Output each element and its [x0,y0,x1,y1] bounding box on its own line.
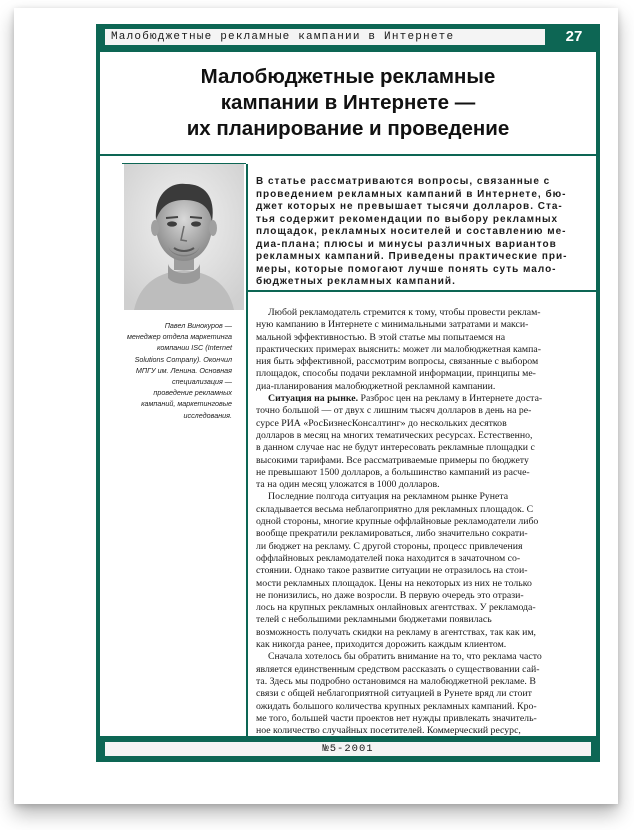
body-line: в данном случае нас не будут интересовать рекламные площадки с [256,442,535,454]
body-line: ную кампанию в Интернете с минимальными затратами и макси- [256,319,529,331]
lead-line: В статье рассматриваются вопросы, связанные с [256,176,551,187]
body-line: оффлайновых рекламодателей пока находится в зачаточном со- [256,552,521,564]
lead-line: диа-плана; плюсы и минусы различных вариантов [256,238,557,250]
header-bar [96,24,600,50]
title-line: кампании в Интернете — [220,91,476,114]
body-line-rest: Разброс цен на рекламу в Интернете доста- [358,393,543,405]
body-line: высокими тарифами. Все рассматриваемые примеры по бюджету [256,454,529,466]
title-top-rule [96,50,600,52]
body-line: Сначала хотелось бы обратить внимание на то, что реклама часто [268,651,542,663]
lead-line: рекламных кампаний. Приведены практические при- [256,251,568,262]
body-line: практических примерах выяснить: может ли малобюджетная кампа- [256,343,541,355]
left-frame-bar [96,24,100,762]
body-line: вообще прекратили рекламироваться, либо значительно сократи- [256,528,528,540]
lead-line: бюджетных рекламных кампаний. [256,276,456,287]
body-line: ли бюджет на рекламу. С другой стороны, процесс привлечения [256,540,523,552]
author-caption [118,320,232,421]
issue-number: №5-2001 [104,741,592,757]
body-line: диа-планирования малобюджетной рекламной кампании. [256,380,496,392]
lead-bottom-rule [246,290,600,292]
article-body [256,307,584,737]
body-line: ожидать большого количества крупных рекламных кампаний. Кро- [256,700,537,712]
page-number: 27 [565,28,583,45]
body-line: ния быть эффективной, рассмотрим вопросы, связанные с выбором [256,356,539,368]
body-line: Последние полгода ситуация на рекламном рынке Рунета [268,491,509,503]
body-line: лось на крупных рекламных онлайновых агентствах. У рекламода- [256,602,536,614]
body-line: телей с небольшими рекламными бюджетами появилась [256,614,492,626]
body-line: сурсе РИА «РосБизнесКонсалтинг» до нескольких десятков [256,417,507,429]
author-portrait-image [124,164,244,310]
body-line: та на один месяц уложатся в 1000 долларов. [256,479,440,491]
caption-line: проведение рекламных [153,388,232,398]
body-line: является единственным средством рассказать о существовании сай- [256,663,540,675]
body-line: возможность получать скидки на рекламу в агентствах, так как им, [256,626,536,638]
body-line: стоянии. Однако такое развитие ситуации не отразилось на стои- [256,565,528,577]
body-line: ное количество случайных посетителей. Коммерческий ресурс, [256,725,521,737]
caption-line: Павел Винокуров — [164,321,232,330]
body-line: не превышают 1500 долларов, а большинство кампаний из расче- [256,466,530,478]
caption-line: специализация — [171,377,232,387]
body-line: складывается весьма неблагоприятно для рекламных площадок. С [256,503,534,515]
article-title [106,64,590,142]
body-line: та. Здесь мы подробно остановимся на малобюджетной рекламе. В [256,675,536,687]
body-line: точно большой — от двух с лишним тысяч долларов в день на ре- [256,405,532,417]
column-divider [246,288,248,736]
caption-line: исследования. [183,410,232,420]
lead-line: меры, которые помогают лучше понять суть мало- [256,263,557,275]
lead-line: джет которых не превышает тысячи долларов. Ста- [256,201,563,212]
caption-line: МПГУ им. Ленина. Основная [135,365,232,375]
body-line: площадок, способы подачи рекламной информации, принципы ме- [256,368,536,380]
running-title: Малобюджетные рекламные кампании в Интернете [104,28,546,46]
body-line: ме того, большей части проектов нет нужды привлекать значитель- [256,712,537,724]
body-line: мальной эффективностью. В этой статье мы попытаемся на [256,331,506,343]
lead-line: тья содержит рекомендации по выбору рекламных [256,213,559,225]
body-line: Любой рекламодатель стремится к тому, чтобы провести реклам- [268,307,541,318]
lead-line: проведением рекламных кампаний в Интернете, бю- [256,188,567,200]
body-line: связи с общей неблагоприятной ситуацией в Рунете вряд ли стоит [256,688,532,700]
footer-bar [96,736,600,762]
body-line: как никогда ранее, приходится дорожить каждым клиентом. [256,639,507,651]
right-frame-bar [596,24,600,762]
caption-line: менеджер отдела маркетинга [126,332,232,342]
caption-line: кампаний, маркетинговые [141,399,232,409]
body-line: долларов в месяц на многих тематических ресурсах. Естественно, [256,429,533,441]
article-lead [256,176,592,289]
body-line: мости рекламных площадок. Цены на некоторых из них не только [256,577,532,589]
caption-line: Solutions Company). Окончил [134,354,232,364]
section-subheading: Ситуация на рынке. [268,393,359,405]
magazine-page [96,24,600,762]
body-line [256,393,584,405]
title-line: их планирование и проведение [186,117,510,140]
lead-line: площадок, рекламных носителей и составлению ме- [256,226,567,237]
caption-line: компании ISC (Internet [157,343,232,353]
title-bottom-rule [96,154,600,156]
title-line: Малобюджетные рекламные [200,65,496,88]
body-line: одной стороны, многие крупные оффлайновые рекламодатели либо [256,516,539,528]
author-photo [124,164,244,310]
body-line: не понизились, но даже возросли. В первую очередь это отрази- [256,589,524,601]
